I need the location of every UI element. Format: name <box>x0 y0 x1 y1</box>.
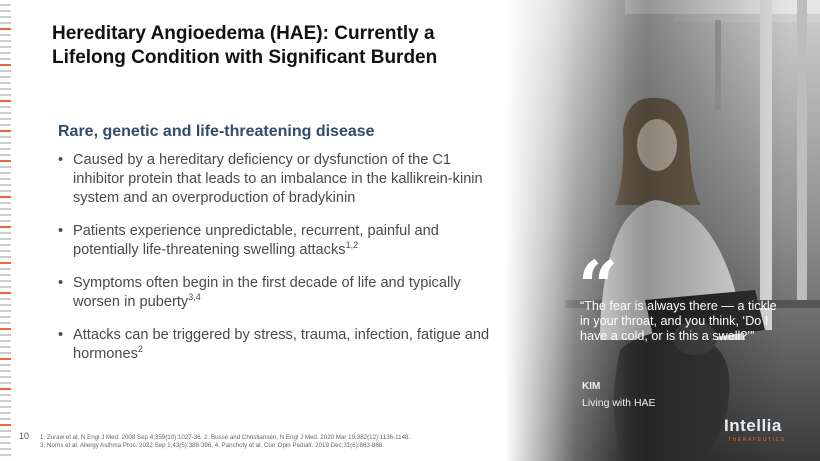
logo-tagline: THERAPEUTICS <box>728 437 786 443</box>
bullet-text: Caused by a hereditary deficiency or dysfunction of the C1 inhibitor protein that leads to an imbalance in the kallikrein-kinin system and an overproduction of bradykinin <box>73 152 483 206</box>
slide-title: Hereditary Angioedema (HAE): Currently a Lifelong Condition with Significant Burden <box>52 23 438 68</box>
bullet-text: Patients experience unpredictable, recurrent, painful and potentially life-threatening swelling attacks <box>73 223 439 258</box>
reference-superscript: 3,4 <box>188 292 201 303</box>
quote-mark-icon: “ <box>578 245 619 328</box>
bullet-marker: • <box>58 275 64 291</box>
bullet-text: Symptoms often begin in the first decade of life and typically worsen in puberty <box>73 275 461 310</box>
bullet-item <box>58 326 498 364</box>
slide-subtitle: Rare, genetic and life-threatening disease <box>58 123 375 140</box>
reference-superscript: 2 <box>137 344 143 355</box>
reference-superscript: 1,2 <box>345 240 359 251</box>
reference-line: 1. Zuraw et al. N Engl J Med. 2008 Sep 4;359(10):1027-36. 2. Busse and Christiansen, N Engl J Med. 2020 Mar 19;382(12):1136-1148. <box>40 434 411 441</box>
bullet-marker: • <box>58 327 64 343</box>
decorative-stripes <box>0 0 11 461</box>
bullet-list <box>58 151 498 378</box>
bullet-item <box>58 151 498 208</box>
patient-role: Living with HAE <box>582 397 656 409</box>
bullet-item <box>58 222 498 260</box>
page-number: 10 <box>19 431 30 441</box>
intellia-logo <box>722 416 812 446</box>
bullet-item <box>58 274 498 312</box>
bullet-marker: • <box>58 223 64 239</box>
patient-name: KIM <box>582 381 601 392</box>
references <box>40 434 510 450</box>
patient-quote: “The fear is always there — a tickle in your throat, and you think, ‘Do I have a cold, or is this a swell?’” <box>580 299 777 343</box>
reference-line: 3. Norris et al. Allergy Asthma Proc. 2022 Sep 1;43(5):388-396. 4. Pancholy et al. Curr Opin Pediatr. 2019 Dec;31(6):863-868. <box>40 442 384 449</box>
bullet-marker: • <box>58 152 64 168</box>
logo-wordmark: Intellia <box>724 416 782 435</box>
bullet-text: Attacks can be triggered by stress, trauma, infection, fatigue and hormones <box>73 327 490 362</box>
patient-photo <box>505 0 820 461</box>
